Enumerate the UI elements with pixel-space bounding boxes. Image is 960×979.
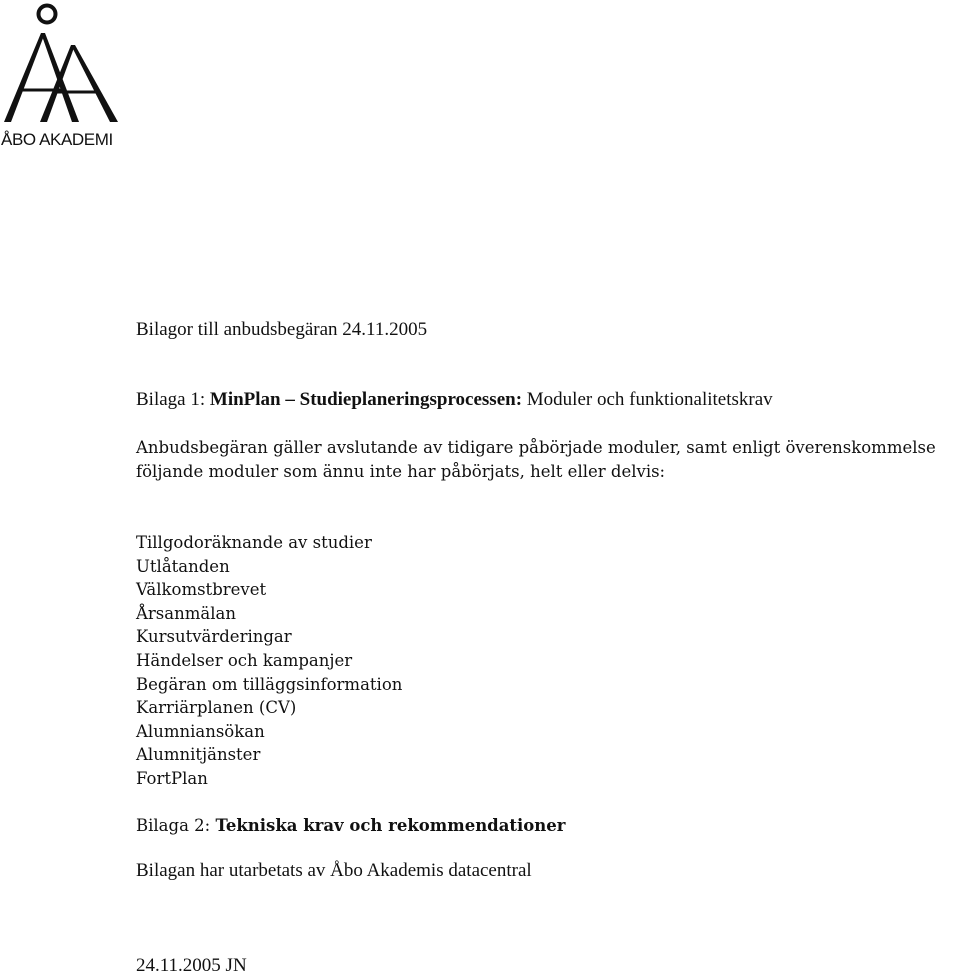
list-item: Årsanmälan [136, 603, 236, 623]
appendix-1-heading [136, 389, 773, 411]
list-item: FortPlan [136, 768, 208, 788]
list-item: Kursutvärderingar [136, 627, 292, 647]
list-item: Begäran om tilläggsinformation [136, 674, 403, 694]
page-title: Bilagor till anbudsbegäran 24.11.2005 [136, 319, 428, 340]
module-list [136, 531, 402, 791]
abo-akademi-logo [0, 0, 125, 160]
appendix-2-heading [136, 815, 566, 837]
list-item: Tillgodoräknande av studier [136, 533, 372, 552]
appendix-1-title: MinPlan – Studieplaneringsprocessen: [209, 389, 523, 410]
appendix-1-prefix: Bilaga 1: [136, 389, 210, 410]
intro-line-1: Anbudsbegäran gäller avslutande av tidigare påbörjade moduler, samt enligt överenskommelse [136, 438, 936, 457]
intro-line-2: följande moduler som ännu inte har påbörjats, helt eller delvis: [136, 462, 666, 481]
list-item: Alumniansökan [136, 721, 265, 741]
appendix-2-title: Tekniska krav och rekommendationer [215, 816, 566, 835]
list-item: Händelser och kampanjer [136, 650, 353, 670]
logo-emblem-icon [0, 0, 125, 130]
list-item: Alumnitjänster [136, 745, 261, 765]
prepared-by-note: Bilagan har utarbetats av Åbo Akademis datacentral [136, 860, 532, 881]
appendix-1-suffix: Moduler och funktionalitetskrav [522, 389, 773, 410]
logo-wordmark: ÅBO AKADEMI [1, 130, 113, 149]
signature-date: 24.11.2005 JN [136, 955, 247, 976]
list-item: Välkomstbrevet [136, 580, 267, 600]
list-item: Karriärplanen (CV) [136, 698, 297, 718]
appendix-2-prefix: Bilaga 2: [136, 816, 216, 835]
list-item: Utlåtanden [136, 556, 230, 576]
